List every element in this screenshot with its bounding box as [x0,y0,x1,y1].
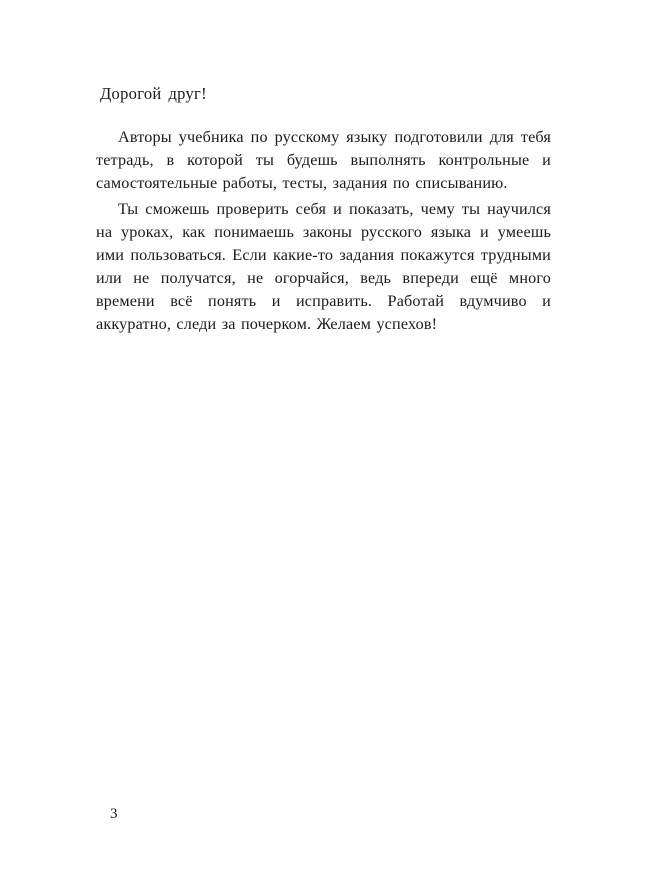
body-paragraph-1: Авторы учебника по русскому языку подготовили для тебя тетрадь, в которой ты будешь выполнять контрольные и самостоятельные работы, тесты, задания по списыванию. [96,128,551,192]
page-content [96,84,551,337]
page-number: 3 [110,806,118,822]
greeting-text: Дорогой друг! [100,84,207,103]
body-paragraph-2: Ты сможешь проверить себя и показать, чему ты научился на уроках, как понимаешь законы русского языка и умеешь ими пользоваться. Если какие-то задания покажутся трудными или не получатся, не огорчайся, ведь впереди ещё много времени всё понять и исправить. Работай вдумчиво и аккуратно, следи за почерком. Желаем успехов! [96,200,551,333]
